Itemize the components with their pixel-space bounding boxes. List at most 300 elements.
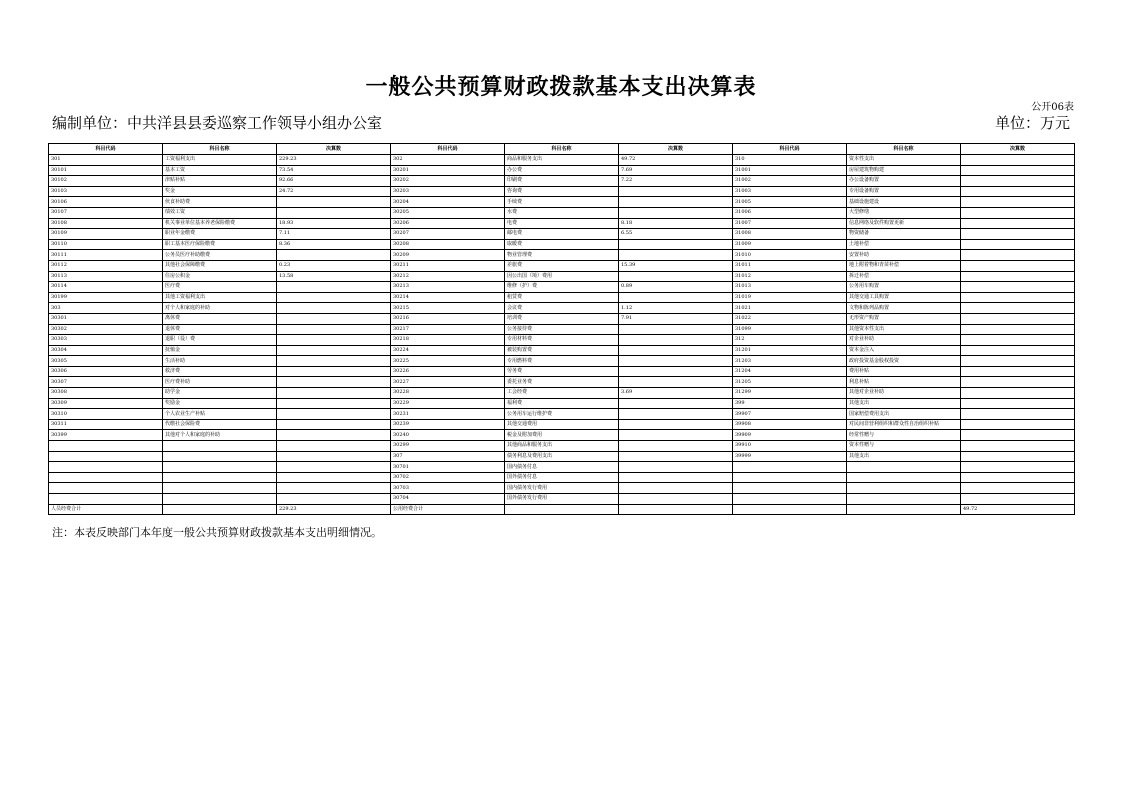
amount-cell (961, 441, 1075, 452)
table-row (49, 324, 1075, 335)
amount-cell (277, 377, 391, 388)
subject-code-cell: 30304 (49, 345, 163, 356)
subject-code-cell: 307 (391, 451, 505, 462)
subject-code-cell: 31299 (733, 388, 847, 399)
subject-name-cell: 工会经费 (505, 388, 619, 399)
subject-code-cell: 30307 (49, 377, 163, 388)
subject-code-cell: 30311 (49, 419, 163, 430)
subject-code-cell: 39910 (733, 441, 847, 452)
subject-name-cell: 其他支出 (847, 398, 961, 409)
amount-cell: 0.89 (619, 282, 733, 293)
amount-cell (961, 292, 1075, 303)
subject-name-cell: 资本性赠与 (847, 441, 961, 452)
subject-name-cell: 医疗费补助 (163, 377, 277, 388)
amount-cell: 18.93 (277, 218, 391, 229)
subject-name-cell: 津贴补贴 (163, 176, 277, 187)
subject-code-cell: 30310 (49, 409, 163, 420)
subject-name-cell: 国家赔偿费用支出 (847, 409, 961, 420)
subject-code-cell: 30101 (49, 165, 163, 176)
subject-name-cell: 职业年金缴费 (163, 229, 277, 240)
subject-code-cell (733, 483, 847, 494)
header-code-1: 科目代码 (49, 144, 163, 155)
table-row (49, 419, 1075, 430)
subject-name-cell (163, 494, 277, 505)
subject-code-cell (49, 483, 163, 494)
table-row (49, 176, 1075, 187)
subject-name-cell: 因公出国（境）费用 (505, 271, 619, 282)
subject-name-cell: 国外债务付息 (505, 472, 619, 483)
amount-cell (619, 366, 733, 377)
amount-cell: 49.72 (619, 155, 733, 166)
subject-name-cell: 基本工资 (163, 165, 277, 176)
amount-cell: 92.66 (277, 176, 391, 187)
subject-code-cell: 31201 (733, 345, 847, 356)
subject-code-cell: 31003 (733, 186, 847, 197)
table-row (49, 155, 1075, 166)
subject-name-cell: 退休费 (163, 324, 277, 335)
personnel-total-value: 229.23 (277, 504, 391, 515)
subject-name-cell: 邮电费 (505, 229, 619, 240)
subject-code-cell: 30111 (49, 250, 163, 261)
subject-name-cell: 经常性赠与 (847, 430, 961, 441)
subject-code-cell: 30213 (391, 282, 505, 293)
subject-code-cell: 30239 (391, 419, 505, 430)
amount-cell: 229.23 (277, 155, 391, 166)
subject-code-cell: 39999 (733, 451, 847, 462)
subject-code-cell: 303 (49, 303, 163, 314)
amount-cell (277, 462, 391, 473)
table-row (49, 356, 1075, 367)
subject-code-cell: 30702 (391, 472, 505, 483)
subject-name-cell: 资本性支出 (847, 155, 961, 166)
amount-cell (277, 313, 391, 324)
subject-code-cell: 39907 (733, 409, 847, 420)
subject-name-cell: 其他资本性支出 (847, 324, 961, 335)
amount-cell (277, 335, 391, 346)
table-row (49, 229, 1075, 240)
amount-cell (961, 462, 1075, 473)
subject-code-cell: 30214 (391, 292, 505, 303)
subject-code-cell: 31011 (733, 260, 847, 271)
subject-code-cell: 30206 (391, 218, 505, 229)
amount-cell (961, 483, 1075, 494)
subject-code-cell: 31013 (733, 282, 847, 293)
amount-cell (619, 494, 733, 505)
subject-name-cell: 劳务费 (505, 366, 619, 377)
amount-cell (277, 388, 391, 399)
subject-name-cell: 维修（护）费 (505, 282, 619, 293)
subject-name-cell: 国外债务发行费用 (505, 494, 619, 505)
subject-name-cell: 公务接待费 (505, 324, 619, 335)
subject-name-cell: 奖金 (163, 186, 277, 197)
amount-cell: 7.69 (619, 165, 733, 176)
amount-cell (961, 494, 1075, 505)
amount-cell (277, 398, 391, 409)
amount-cell (961, 377, 1075, 388)
subject-code-cell: 31010 (733, 250, 847, 261)
table-row (49, 271, 1075, 282)
subject-code-cell: 31007 (733, 218, 847, 229)
subject-code-cell: 30309 (49, 398, 163, 409)
subject-code-cell: 30201 (391, 165, 505, 176)
expenditure-table (48, 143, 1075, 515)
amount-cell (277, 303, 391, 314)
subject-name-cell: 离休费 (163, 313, 277, 324)
form-number: 公开06表 (1031, 102, 1074, 113)
table-row (49, 207, 1075, 218)
subject-name-cell: 公务员医疗补助缴费 (163, 250, 277, 261)
subject-name-cell: 个人农业生产补贴 (163, 409, 277, 420)
subject-name-cell: 土地补偿 (847, 239, 961, 250)
amount-cell: 7.91 (619, 313, 733, 324)
subject-name-cell: 公务用车运行维护费 (505, 409, 619, 420)
subject-code-cell: 399 (733, 398, 847, 409)
subject-code-cell: 30308 (49, 388, 163, 399)
amount-cell (277, 356, 391, 367)
subject-name-cell: 对民间非营利组织和群众性自治组织补贴 (847, 419, 961, 430)
amount-cell: 8.36 (277, 239, 391, 250)
table-cell (163, 504, 277, 515)
amount-cell (277, 197, 391, 208)
subject-code-cell: 30703 (391, 483, 505, 494)
subject-name-cell: 手续费 (505, 197, 619, 208)
subject-name-cell: 培训费 (505, 313, 619, 324)
subject-name-cell: 退职（役）费 (163, 335, 277, 346)
amount-cell (961, 271, 1075, 282)
amount-cell (961, 451, 1075, 462)
subject-name-cell: 电费 (505, 218, 619, 229)
subject-code-cell: 30305 (49, 356, 163, 367)
amount-cell (961, 335, 1075, 346)
amount-cell (961, 303, 1075, 314)
amount-cell: 7.11 (277, 229, 391, 240)
subject-code-cell: 31021 (733, 303, 847, 314)
subject-name-cell: 基础设施建设 (847, 197, 961, 208)
subject-name-cell: 资本金注入 (847, 345, 961, 356)
amount-cell (619, 451, 733, 462)
table-row (49, 303, 1075, 314)
amount-cell (961, 282, 1075, 293)
subject-name-cell (847, 472, 961, 483)
subject-name-cell: 救济费 (163, 366, 277, 377)
amount-cell (619, 419, 733, 430)
subject-code-cell (49, 472, 163, 483)
subject-name-cell: 租赁费 (505, 292, 619, 303)
subject-name-cell: 工资福利支出 (163, 155, 277, 166)
subject-code-cell: 30114 (49, 282, 163, 293)
subject-name-cell: 其他交通费用 (505, 419, 619, 430)
amount-cell (619, 207, 733, 218)
subject-name-cell: 被装购置费 (505, 345, 619, 356)
subject-name-cell: 其他对企业补助 (847, 388, 961, 399)
public-total-label: 公用经费合计 (391, 504, 505, 515)
amount-cell (277, 451, 391, 462)
amount-cell (961, 229, 1075, 240)
subject-name-cell: 差旅费 (505, 260, 619, 271)
totals-row (49, 504, 1075, 515)
subject-name-cell: 税金及附加费用 (505, 430, 619, 441)
subject-code-cell: 30306 (49, 366, 163, 377)
subject-code-cell: 31205 (733, 377, 847, 388)
subject-code-cell: 301 (49, 155, 163, 166)
subject-name-cell: 信息网络及软件购置更新 (847, 218, 961, 229)
amount-cell (961, 388, 1075, 399)
amount-cell (961, 409, 1075, 420)
subject-code-cell: 30113 (49, 271, 163, 282)
amount-cell (961, 398, 1075, 409)
organization-label: 编制单位：中共洋县县委巡察工作领导小组办公室 (52, 114, 383, 132)
amount-cell (619, 271, 733, 282)
subject-code-cell (49, 462, 163, 473)
amount-cell (619, 186, 733, 197)
subject-code-cell: 30224 (391, 345, 505, 356)
subject-code-cell: 30240 (391, 430, 505, 441)
subject-name-cell: 职工基本医疗保险缴费 (163, 239, 277, 250)
amount-cell: 13.58 (277, 271, 391, 282)
personnel-total-label: 人员经费合计 (49, 504, 163, 515)
amount-cell (277, 207, 391, 218)
subject-code-cell: 31012 (733, 271, 847, 282)
table-row (49, 472, 1075, 483)
table-row (49, 345, 1075, 356)
subject-name-cell (163, 462, 277, 473)
table-row (49, 430, 1075, 441)
subject-name-cell: 安置补助 (847, 250, 961, 261)
header-amount-3: 决算数 (961, 144, 1075, 155)
subject-code-cell: 30204 (391, 197, 505, 208)
amount-cell (619, 441, 733, 452)
amount-cell (619, 377, 733, 388)
subject-name-cell: 债务利息及费用支出 (505, 451, 619, 462)
table-row (49, 282, 1075, 293)
amount-cell (961, 207, 1075, 218)
subject-name-cell: 住房公积金 (163, 271, 277, 282)
header-name-3: 科目名称 (847, 144, 961, 155)
subject-name-cell: 伙食补助费 (163, 197, 277, 208)
subject-name-cell: 绩效工资 (163, 207, 277, 218)
header-amount-1: 决算数 (277, 144, 391, 155)
amount-cell (619, 292, 733, 303)
amount-cell (961, 186, 1075, 197)
table-row (49, 239, 1075, 250)
amount-cell (619, 324, 733, 335)
subject-code-cell: 30399 (49, 430, 163, 441)
subject-name-cell: 委托业务费 (505, 377, 619, 388)
subject-name-cell: 专用材料费 (505, 335, 619, 346)
amount-cell (961, 313, 1075, 324)
subject-name-cell: 其他对个人和家庭的补助 (163, 430, 277, 441)
table-row (49, 388, 1075, 399)
table-row (49, 313, 1075, 324)
subject-name-cell: 办公设备购置 (847, 176, 961, 187)
subject-name-cell: 取暖费 (505, 239, 619, 250)
amount-cell (619, 335, 733, 346)
subject-name-cell: 物资储备 (847, 229, 961, 240)
amount-cell: 0.23 (277, 260, 391, 271)
subject-code-cell: 31001 (733, 165, 847, 176)
subject-code-cell: 30225 (391, 356, 505, 367)
subject-name-cell: 地上附着物和青苗补偿 (847, 260, 961, 271)
amount-cell: 7.22 (619, 176, 733, 187)
table-row (49, 483, 1075, 494)
amount-cell (619, 409, 733, 420)
amount-cell: 15.39 (619, 260, 733, 271)
amount-cell (961, 430, 1075, 441)
subject-name-cell: 物业管理费 (505, 250, 619, 261)
subject-code-cell: 31006 (733, 207, 847, 218)
header-name-2: 科目名称 (505, 144, 619, 155)
amount-cell (961, 356, 1075, 367)
subject-name-cell (847, 494, 961, 505)
table-cell (847, 504, 961, 515)
unit-label: 单位：万元 (994, 114, 1070, 132)
subject-code-cell (49, 451, 163, 462)
amount-cell (961, 239, 1075, 250)
subject-name-cell: 无形资产购置 (847, 313, 961, 324)
amount-cell: 6.55 (619, 229, 733, 240)
subject-name-cell: 专用燃料费 (505, 356, 619, 367)
subject-code-cell: 30229 (391, 398, 505, 409)
subject-code-cell: 30205 (391, 207, 505, 218)
subject-code-cell: 31008 (733, 229, 847, 240)
subject-code-cell: 31203 (733, 356, 847, 367)
subject-name-cell: 生活补助 (163, 356, 277, 367)
amount-cell: 8.18 (619, 218, 733, 229)
amount-cell: 24.72 (277, 186, 391, 197)
subject-code-cell: 30109 (49, 229, 163, 240)
header-code-3: 科目代码 (733, 144, 847, 155)
table-row (49, 197, 1075, 208)
subject-code-cell: 30227 (391, 377, 505, 388)
amount-cell (277, 472, 391, 483)
subject-code-cell: 39909 (733, 430, 847, 441)
amount-cell (619, 239, 733, 250)
subject-code-cell: 30215 (391, 303, 505, 314)
subject-code-cell: 31002 (733, 176, 847, 187)
amount-cell (277, 292, 391, 303)
subject-name-cell: 其他交通工具购置 (847, 292, 961, 303)
subject-code-cell: 31009 (733, 239, 847, 250)
subject-code-cell: 31099 (733, 324, 847, 335)
subject-code-cell: 30299 (391, 441, 505, 452)
table-row (49, 462, 1075, 473)
amount-cell (961, 472, 1075, 483)
table-header-row (49, 144, 1075, 155)
subject-name-cell: 商品和服务支出 (505, 155, 619, 166)
table-row (49, 409, 1075, 420)
amount-cell (277, 324, 391, 335)
subject-name-cell: 公务用车购置 (847, 282, 961, 293)
amount-cell (961, 366, 1075, 377)
subject-code-cell: 312 (733, 335, 847, 346)
amount-cell (619, 472, 733, 483)
subject-code-cell: 31005 (733, 197, 847, 208)
subject-code-cell (733, 494, 847, 505)
subject-name-cell (163, 441, 277, 452)
subject-name-cell: 其他工资福利支出 (163, 292, 277, 303)
table-cell (619, 504, 733, 515)
subject-code-cell: 31204 (733, 366, 847, 377)
subject-name-cell (847, 483, 961, 494)
header-code-2: 科目代码 (391, 144, 505, 155)
subject-name-cell: 费用补贴 (847, 366, 961, 377)
subject-code-cell: 30208 (391, 239, 505, 250)
subject-name-cell: 印刷费 (505, 176, 619, 187)
subject-name-cell: 助学金 (163, 388, 277, 399)
amount-cell (619, 462, 733, 473)
subject-code-cell: 30103 (49, 186, 163, 197)
subject-name-cell: 政府投资基金股权投资 (847, 356, 961, 367)
subject-name-cell: 会议费 (505, 303, 619, 314)
subject-name-cell: 其他社会保障缴费 (163, 260, 277, 271)
header-name-1: 科目名称 (163, 144, 277, 155)
subject-code-cell: 30303 (49, 335, 163, 346)
table-row (49, 250, 1075, 261)
table-row (49, 366, 1075, 377)
subject-name-cell: 利息补贴 (847, 377, 961, 388)
amount-cell (961, 419, 1075, 430)
table-row (49, 165, 1075, 176)
amount-cell (277, 483, 391, 494)
amount-cell (961, 176, 1075, 187)
subject-name-cell (163, 451, 277, 462)
subject-code-cell (733, 472, 847, 483)
amount-cell: 3.69 (619, 388, 733, 399)
amount-cell (961, 218, 1075, 229)
subject-name-cell: 咨询费 (505, 186, 619, 197)
subject-code-cell: 30108 (49, 218, 163, 229)
table-row (49, 494, 1075, 505)
subject-code-cell: 31019 (733, 292, 847, 303)
table-row (49, 218, 1075, 229)
subject-code-cell: 30301 (49, 313, 163, 324)
subject-name-cell (163, 483, 277, 494)
amount-cell: 73.54 (277, 165, 391, 176)
subject-code-cell: 302 (391, 155, 505, 166)
amount-cell (277, 345, 391, 356)
amount-cell (619, 197, 733, 208)
subject-name-cell: 国内债务付息 (505, 462, 619, 473)
subject-code-cell: 30211 (391, 260, 505, 271)
subject-code-cell: 31022 (733, 313, 847, 324)
subject-code-cell: 30106 (49, 197, 163, 208)
amount-cell (961, 260, 1075, 271)
subject-name-cell: 水费 (505, 207, 619, 218)
amount-cell (961, 345, 1075, 356)
subject-code-cell (49, 494, 163, 505)
table-row (49, 260, 1075, 271)
amount-cell (619, 398, 733, 409)
table-row (49, 186, 1075, 197)
subject-code-cell: 39908 (733, 419, 847, 430)
amount-cell (277, 430, 391, 441)
subject-name-cell: 抚恤金 (163, 345, 277, 356)
subject-code-cell: 30107 (49, 207, 163, 218)
subject-code-cell: 30110 (49, 239, 163, 250)
subject-name-cell: 专用设备购置 (847, 186, 961, 197)
subject-code-cell: 30228 (391, 388, 505, 399)
amount-cell (277, 494, 391, 505)
amount-cell (619, 483, 733, 494)
footnote: 注：本表反映部门本年度一般公共预算财政拨款基本支出明细情况。 (52, 526, 382, 539)
subject-name-cell: 文物和陈列品购置 (847, 303, 961, 314)
subject-name-cell (163, 472, 277, 483)
amount-cell (961, 155, 1075, 166)
table-row (49, 398, 1075, 409)
table-row (49, 335, 1075, 346)
amount-cell (277, 366, 391, 377)
amount-cell (619, 345, 733, 356)
